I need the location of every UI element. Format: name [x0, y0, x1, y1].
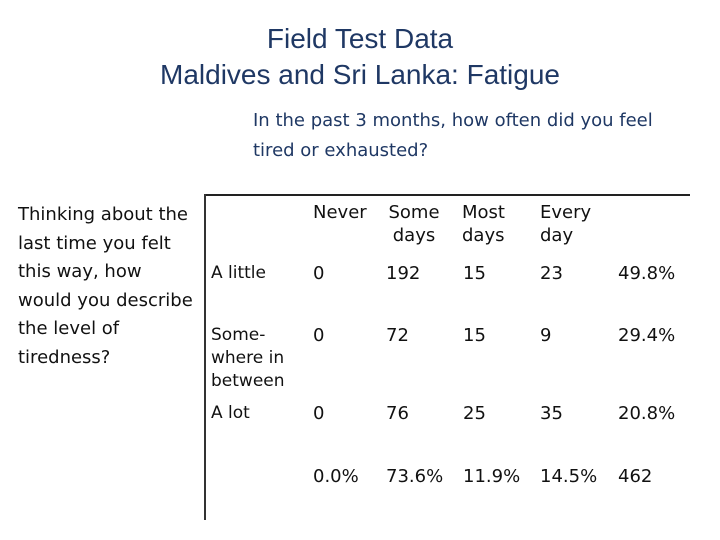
- table-cell: 0: [313, 403, 325, 424]
- grand-total: 462: [618, 466, 653, 487]
- table-cell: 15: [463, 325, 486, 346]
- col-percent-every-day: 14.5%: [540, 466, 598, 487]
- row-label-a-little: A little: [211, 263, 266, 283]
- col-percent-most-days: 11.9%: [463, 466, 521, 487]
- row-label-somewhere-in-between: Some-where in between: [211, 325, 285, 391]
- slide-title-line2: Maldives and Sri Lanka: Fatigue: [160, 59, 560, 90]
- table-cell: 0: [313, 325, 325, 346]
- side-question: Thinking about the last time you felt this way, how would you describe the level of tiredness?: [18, 204, 193, 368]
- row-percent: 20.8%: [618, 403, 676, 424]
- table-cell: 25: [463, 403, 486, 424]
- table-left-rule: [204, 194, 206, 520]
- table-cell: 76: [386, 403, 409, 424]
- col-header-most-days: Most days: [462, 202, 505, 246]
- col-percent-never: 0.0%: [313, 466, 359, 487]
- col-header-some-days: Some days: [388, 202, 440, 246]
- table-cell: 192: [386, 263, 421, 284]
- row-percent: 29.4%: [618, 325, 676, 346]
- table-cell: 9: [540, 325, 552, 346]
- col-header-never: Never: [313, 202, 367, 223]
- row-label-a-lot: A lot: [211, 403, 250, 423]
- table-top-rule: [204, 194, 690, 196]
- table-cell: 23: [540, 263, 563, 284]
- survey-question: In the past 3 months, how often did you feel tired or exhausted?: [253, 110, 653, 161]
- col-header-every-day: Every day: [540, 202, 592, 246]
- slide-title-line1: Field Test Data: [266, 23, 454, 54]
- col-percent-some-days: 73.6%: [386, 466, 444, 487]
- row-percent: 49.8%: [618, 263, 676, 284]
- table-cell: 72: [386, 325, 409, 346]
- table-cell: 35: [540, 403, 563, 424]
- table-cell: 0: [313, 263, 325, 284]
- table-cell: 15: [463, 263, 486, 284]
